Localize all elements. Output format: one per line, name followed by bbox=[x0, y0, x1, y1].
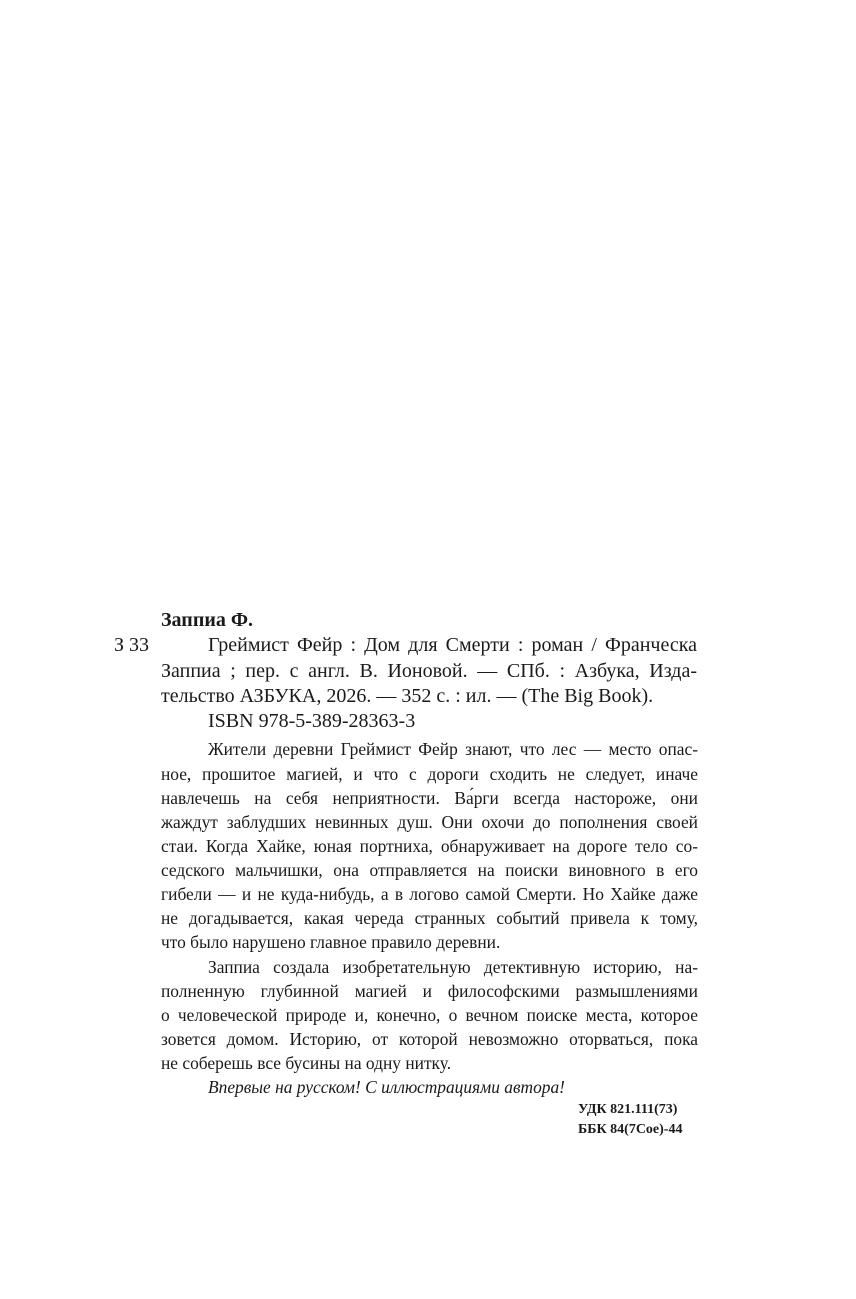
annotation-line: полненную глубинной магией и философскими размышлениями bbox=[161, 981, 698, 1001]
classification-code: З 33 bbox=[114, 634, 150, 656]
annotation-line: жаждут заблудших невинных душ. Они охочи до пополнения своей bbox=[161, 812, 698, 832]
bibliographic-line: тельство АЗБУКА, 2026. — 352 с. : ил. — (The Big Book). bbox=[161, 685, 654, 707]
annotation-line: стаи. Когда Хайке, юная портниха, обнаруживает на дороге тело со- bbox=[161, 836, 698, 856]
annotation-line: Заппиа создала изобретательную детективную историю, на- bbox=[208, 957, 698, 977]
annotation-line: ное, прошитое магией, и что с дороги сходить не следует, иначе bbox=[161, 764, 698, 784]
isbn: ISBN 978-5-389-28363-3 bbox=[208, 710, 416, 732]
annotation-line: седского мальчишки, она отправляется на поиски виновного в его bbox=[161, 860, 698, 880]
annotation-line: не соберешь все бусины на одну нитку. bbox=[161, 1053, 452, 1073]
annotation-line: не догадывается, какая череда странных событий привела к тому, bbox=[161, 908, 698, 928]
annotation-line: о человеческой природе и, конечно, о вечном поиске места, которое bbox=[161, 1005, 698, 1025]
author-heading: Заппиа Ф. bbox=[161, 609, 254, 631]
udc-code: УДК 821.111(73) bbox=[578, 1102, 678, 1117]
annotation-line: что было нарушено главное правило деревни. bbox=[161, 932, 501, 952]
bbk-code: ББК 84(7Сое)-44 bbox=[578, 1122, 683, 1137]
annotation-line: гибели — и не куда-нибудь, а в логово самой Смерти. Но Хайке даже bbox=[161, 884, 698, 904]
annotation-line: Жители деревни Греймист Фейр знают, что лес — место опас- bbox=[208, 739, 698, 759]
annotation-line: зовется домом. Историю, от которой невозможно оторваться, пока bbox=[161, 1029, 698, 1049]
bibliographic-line: Греймист Фейр : Дом для Смерти : роман / Франческа bbox=[208, 634, 697, 656]
bibliographic-line: Заппиа ; пер. с англ. В. Ионовой. — СПб. : Азбука, Изда- bbox=[161, 660, 697, 682]
tagline: Впервые на русском! С иллюстрациями автора! bbox=[208, 1077, 565, 1097]
annotation-line: навлечешь на себя неприятности. Ва́рги всегда настороже, они bbox=[161, 788, 698, 808]
